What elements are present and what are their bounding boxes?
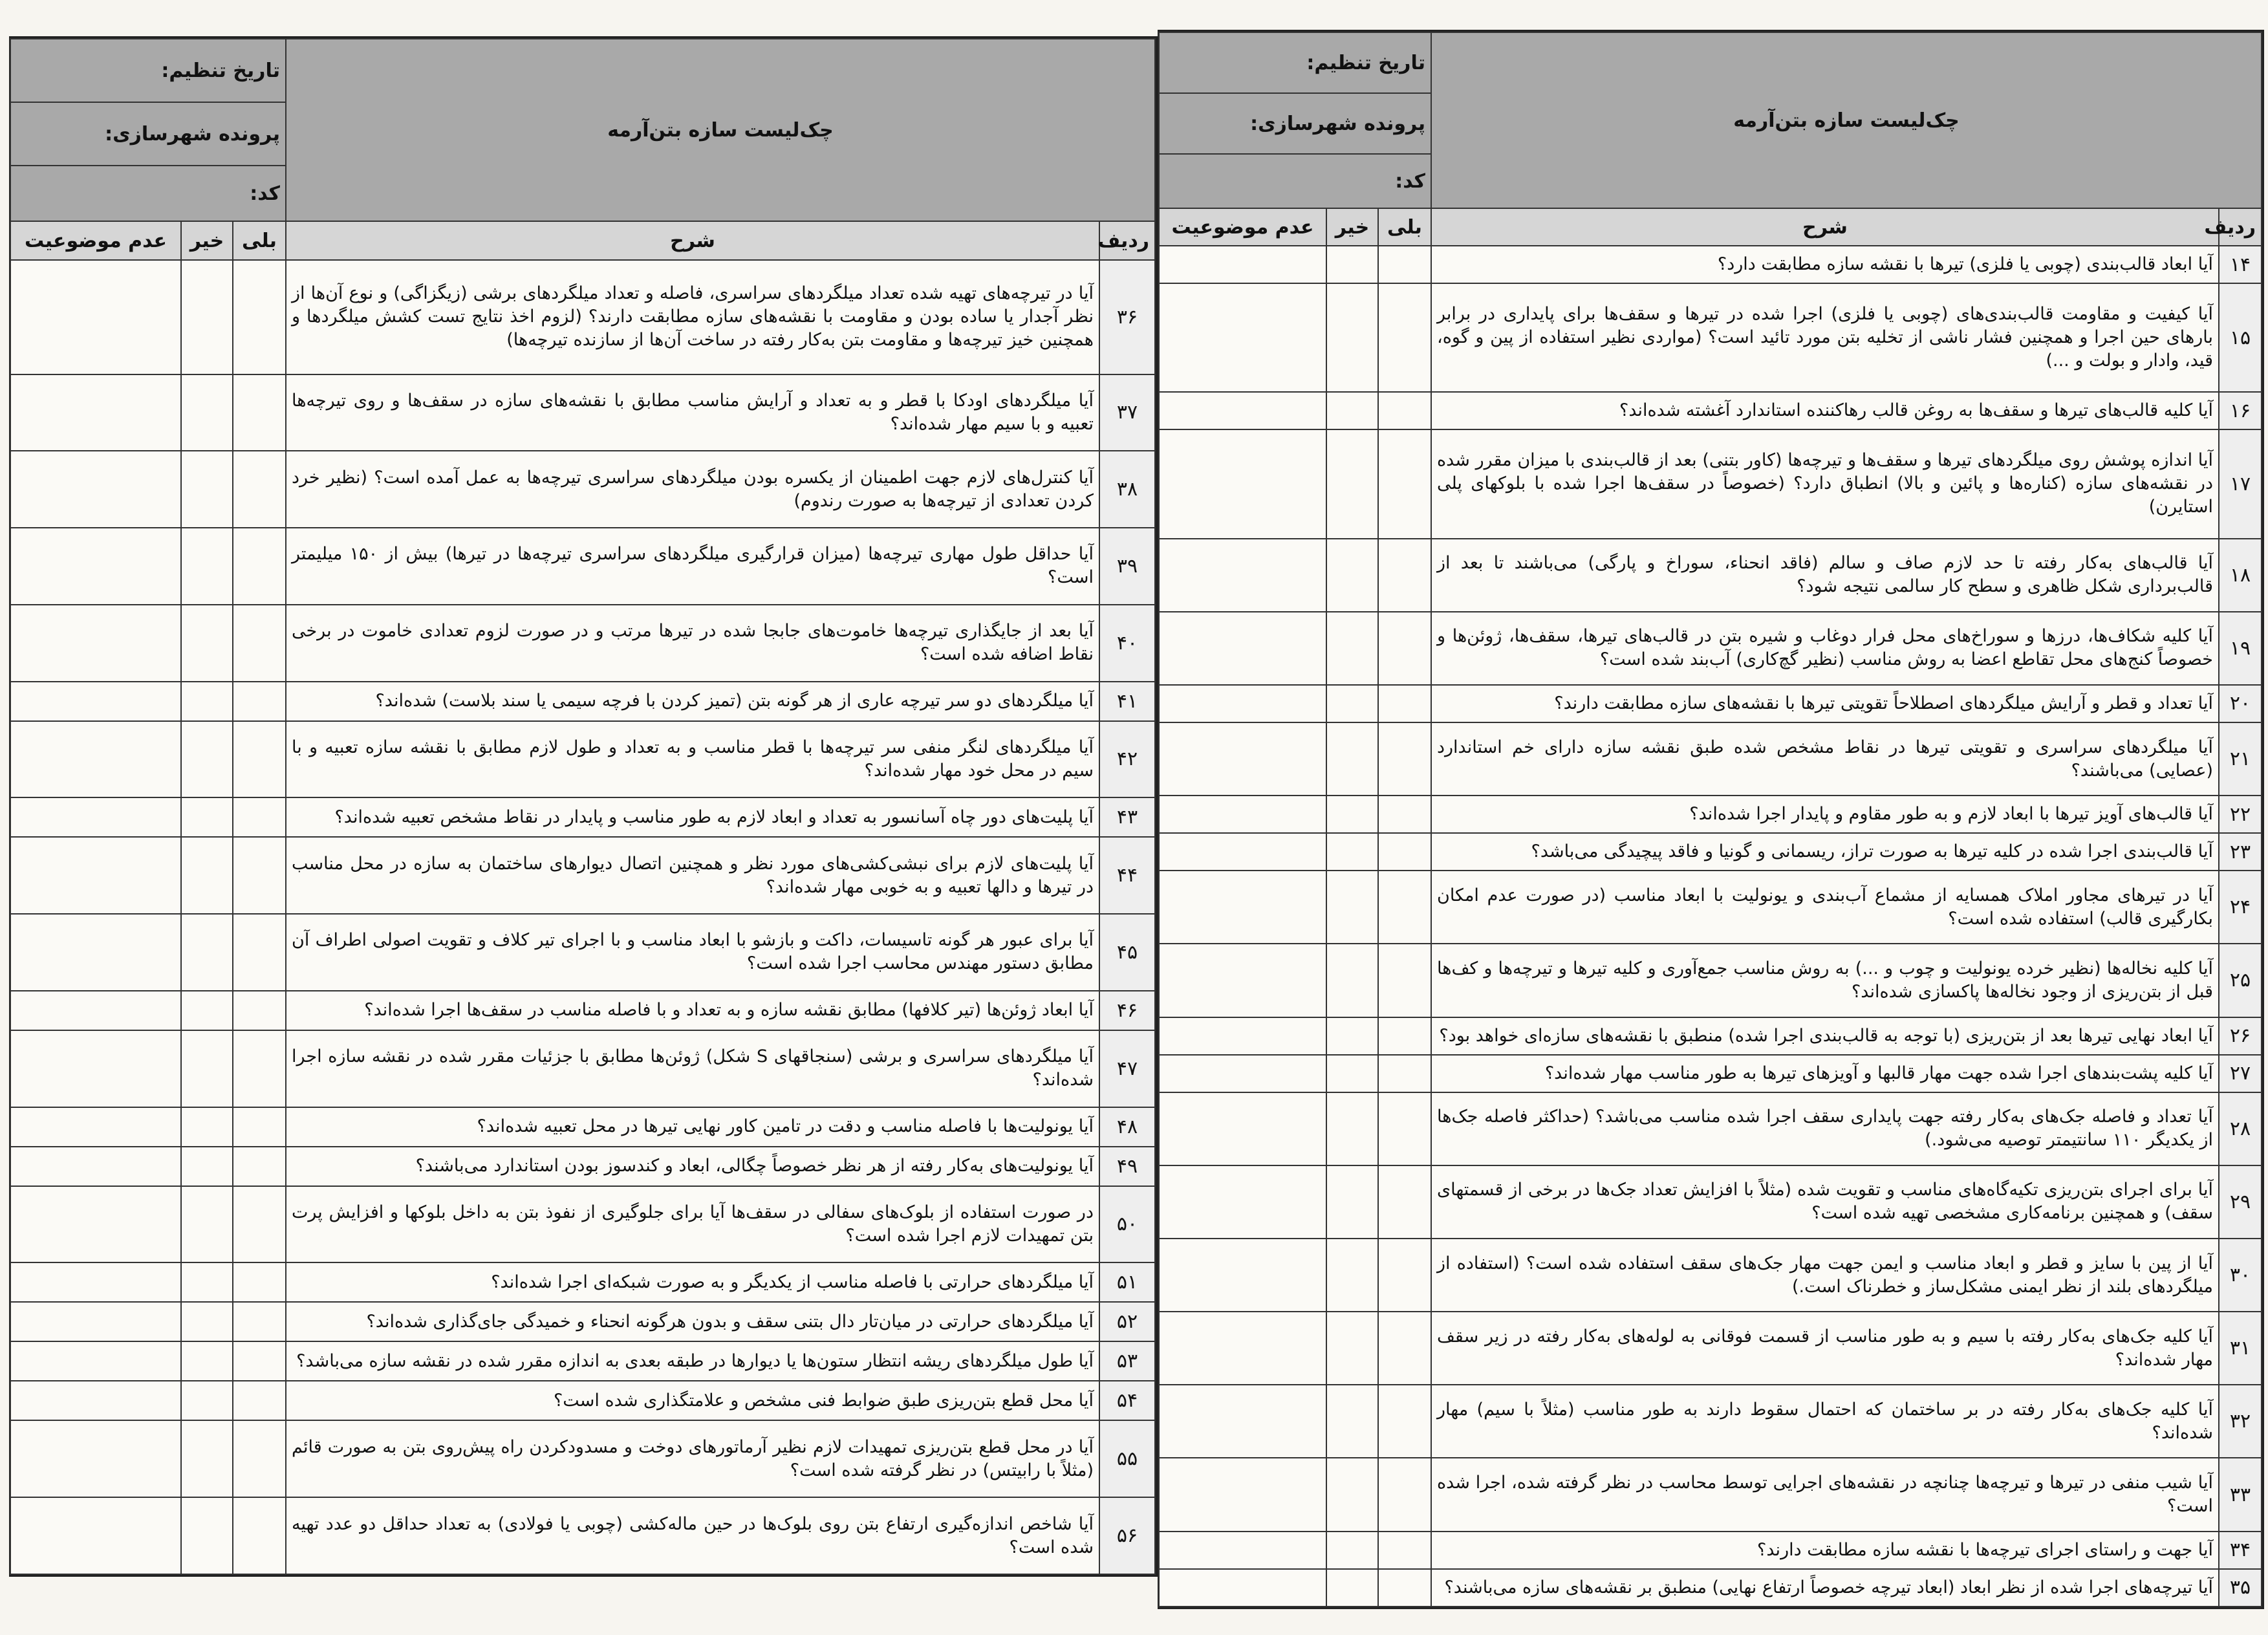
checklist-title: چک‌لیست سازه بتن‌آرمه [1431,32,2262,208]
question-text: در صورت استفاده از بلوک‌های سفالی در سقف‌ها آیا برای جلوگیری از نفوذ بتن به داخل بلوکها و افزایش پرت بتن تمهیدات لازم اجرا شده است؟ [286,1186,1099,1263]
not-applicable-checkbox-cell[interactable] [1159,539,1326,612]
checklist-row [10,991,1155,1030]
question-text: آیا کلیه شکاف‌ها، درزها و سوراخ‌های محل فرار دوغاب و شیره بتن در قالب‌های تیرها، سقف‌ها، ژوئن‌ها و خصوصاً کنج‌های محل تقاطع اعضا به روش مناسب (نظیر گچ‌کاری) آب‌بند شده است؟ [1431,612,2219,685]
checklist-row [10,605,1155,682]
question-text: آیا برای عبور هر گونه تاسیسات، داکت و بازشو با ابعاد مناسب و با اجرای تیر کلاف و تقویت اصولی اطراف آن مطابق دستور مهندس محاسب اجرا شده است؟ [286,914,1099,991]
row-number: ۵۱ [1099,1262,1155,1302]
row-number: ۳۰ [2219,1239,2262,1312]
yes-checkbox-cell[interactable] [233,914,286,991]
no-checkbox-cell[interactable] [1326,722,1378,796]
no-checkbox-cell[interactable] [1326,685,1378,722]
col-header-na: عدم موضوعیت [1159,208,1326,246]
not-applicable-checkbox-cell[interactable] [1159,1458,1326,1531]
no-checkbox-cell[interactable] [1326,1312,1378,1385]
checklist-table [10,38,1156,1575]
not-applicable-checkbox-cell[interactable] [1159,944,1326,1017]
question-text: آیا کیفیت و مقاومت قالب‌بندی‌های (چوبی یا فلزی) اجرا شده در تیرها و سقف‌ها برای پایداری در برابر بارهای حین اجرا و همچنین فشار ناشی از تخلیه بتن مورد تائید است؟ (مواردی نظیر استفاده از پین و گوه، قید، وادار و بولت و ...) [1431,283,2219,392]
yes-checkbox-cell[interactable] [1378,392,1431,429]
question-text: آیا کلیه قالب‌های تیرها و سقف‌ها به روغن قالب رهاکننده استاندارد آغشته شده‌اند؟ [1431,392,2219,429]
row-number: ۲۷ [2219,1055,2262,1092]
row-number: ۵۳ [1099,1341,1155,1381]
no-checkbox-cell[interactable] [1326,429,1378,538]
yes-checkbox-cell[interactable] [233,1030,286,1107]
no-checkbox-cell[interactable] [181,682,233,721]
row-number: ۲۴ [2219,871,2262,944]
checklist-row [10,1381,1155,1420]
col-header-na: عدم موضوعیت [10,221,181,260]
not-applicable-checkbox-cell[interactable] [1159,1017,1326,1055]
no-checkbox-cell[interactable] [181,797,233,837]
not-applicable-checkbox-cell[interactable] [1159,429,1326,538]
no-checkbox-cell[interactable] [1326,1092,1378,1165]
no-checkbox-cell[interactable] [1326,871,1378,944]
not-applicable-checkbox-cell[interactable] [10,837,181,914]
not-applicable-checkbox-cell[interactable] [1159,685,1326,722]
checklist-row [10,1030,1155,1107]
checklist-row [10,914,1155,991]
question-text: آیا حداقل طول مهاری تیرچه‌ها (میزان قرارگیری میلگردهای سراسری تیرچه‌ها در تیرها) بیش از ۱۵۰ میلیمتر است؟ [286,528,1099,605]
checklist-row [1159,1055,2262,1092]
row-number: ۴۴ [1099,837,1155,914]
row-number: ۵۶ [1099,1497,1155,1574]
checklist-row [10,682,1155,721]
question-text: آیا تعداد و فاصله جک‌های به‌کار رفته جهت پایداری سقف اجرا شده مناسب می‌باشد؟ (حداکثر فاصله جک‌ها از یکدیگر ۱۱۰ سانتیمتر توصیه می‌شود.) [1431,1092,2219,1165]
row-number: ۱۵ [2219,283,2262,392]
row-number: ۲۱ [2219,722,2262,796]
question-text: آیا میلگردهای سراسری و تقویتی تیرها در نقاط مشخص شده طبق نقشه سازه دارای خم استاندارد (عصایی) می‌باشند؟ [1431,722,2219,796]
question-text: آیا از پین با سایز و قطر و ابعاد مناسب و ایمن جهت مهار جک‌های سقف استفاده شده است؟ (استفاده از میلگردهای بلند از نظر ایمنی مشکل‌ساز و خطرناک است.) [1431,1239,2219,1312]
not-applicable-checkbox-cell[interactable] [10,605,181,682]
yes-checkbox-cell[interactable] [233,991,286,1030]
question-text: آیا در محل قطع بتن‌ریزی تمهیدات لازم نظیر آرماتورهای دوخت و مسدودکردن راه پیش‌روی بتن به صورت قائم (مثلاً با رابیتس) در نظر گرفته شده است؟ [286,1420,1099,1497]
yes-checkbox-cell[interactable] [1378,722,1431,796]
row-number: ۱۹ [2219,612,2262,685]
not-applicable-checkbox-cell[interactable] [1159,871,1326,944]
not-applicable-checkbox-cell[interactable] [1159,392,1326,429]
yes-checkbox-cell[interactable] [233,1497,286,1574]
checklist-row [1159,392,2262,429]
not-applicable-checkbox-cell[interactable] [10,1381,181,1420]
row-number: ۵۰ [1099,1186,1155,1263]
row-number: ۲۹ [2219,1165,2262,1239]
no-checkbox-cell[interactable] [181,1262,233,1302]
row-number: ۵۴ [1099,1381,1155,1420]
checklist-row [1159,685,2262,722]
question-text: آیا جهت و راستای اجرای تیرچه‌ها با نقشه سازه مطابقت دارند؟ [1431,1532,2219,1569]
no-checkbox-cell[interactable] [181,991,233,1030]
question-text: آیا پلیت‌های دور چاه آسانسور به تعداد و ابعاد لازم به طور مناسب و پایدار در نقاط مشخص تعبیه شده‌اند؟ [286,797,1099,837]
row-number: ۳۸ [1099,451,1155,528]
not-applicable-checkbox-cell[interactable] [1159,1055,1326,1092]
yes-checkbox-cell[interactable] [1378,1458,1431,1531]
row-number: ۳۹ [1099,528,1155,605]
no-checkbox-cell[interactable] [181,837,233,914]
not-applicable-checkbox-cell[interactable] [10,991,181,1030]
no-checkbox-cell[interactable] [181,1030,233,1107]
question-text: آیا کلیه جک‌های به‌کار رفته با سیم و به طور مناسب از قسمت فوقانی به لوله‌های به‌کار رفته در زیر سقف مهار شده‌اند؟ [1431,1312,2219,1385]
checklist-row [1159,1458,2262,1531]
yes-checkbox-cell[interactable] [233,1420,286,1497]
question-text: آیا ابعاد نهایی تیرها بعد از بتن‌ریزی (با توجه به قالب‌بندی اجرا شده) منطبق با نقشه‌های سازه‌ای خواهد بود؟ [1431,1017,2219,1055]
not-applicable-checkbox-cell[interactable] [10,721,181,798]
no-checkbox-cell[interactable] [181,1341,233,1381]
no-checkbox-cell[interactable] [181,914,233,991]
checklist-row [10,260,1155,374]
question-text: آیا میلگردهای سراسری و برشی (سنجاقهای S شکل) ژوئن‌ها مطابق با جزئیات مقرر شده در نقشه سازه اجرا شده‌اند؟ [286,1030,1099,1107]
not-applicable-checkbox-cell[interactable] [10,1497,181,1574]
yes-checkbox-cell[interactable] [233,451,286,528]
row-number: ۲۰ [2219,685,2262,722]
row-number: ۲۸ [2219,1092,2262,1165]
col-header-yes: بلی [1378,208,1431,246]
question-text: آیا ابعاد قالب‌بندی (چوبی یا فلزی) تیرها با نقشه سازه مطابقت دارد؟ [1431,246,2219,283]
yes-checkbox-cell[interactable] [1378,871,1431,944]
no-checkbox-cell[interactable] [1326,1569,1378,1607]
yes-checkbox-cell[interactable] [1378,1385,1431,1458]
checklist-row [10,1107,1155,1147]
question-text: آیا طول میلگردهای ریشه انتظار ستون‌ها یا دیوارها در طبقه بعدی به اندازه مقرر شده در نقشه سازه می‌باشد؟ [286,1341,1099,1381]
yes-checkbox-cell[interactable] [233,528,286,605]
not-applicable-checkbox-cell[interactable] [1159,796,1326,833]
not-applicable-checkbox-cell[interactable] [1159,1239,1326,1312]
yes-checkbox-cell[interactable] [1378,1569,1431,1607]
not-applicable-checkbox-cell[interactable] [10,1107,181,1147]
yes-checkbox-cell[interactable] [233,605,286,682]
no-checkbox-cell[interactable] [1326,392,1378,429]
checklist-row [10,1341,1155,1381]
checklist-row [1159,1092,2262,1165]
no-checkbox-cell[interactable] [1326,1458,1378,1531]
yes-checkbox-cell[interactable] [233,682,286,721]
not-applicable-checkbox-cell[interactable] [10,528,181,605]
date-field-label: تاریخ تنظیم: [10,39,286,102]
not-applicable-checkbox-cell[interactable] [10,374,181,451]
question-text: آیا قالب‌بندی اجرا شده در کلیه تیرها به صورت تراز، ریسمانی و گونیا و فاقد پیچیدگی می‌باشد؟ [1431,833,2219,871]
question-text: آیا کلیه پشت‌بندهای اجرا شده جهت مهار قالبها و آویزهای تیرها به طور مناسب مهار شده‌اند؟ [1431,1055,2219,1092]
checklist-row [10,374,1155,451]
yes-checkbox-cell[interactable] [1378,1165,1431,1239]
no-checkbox-cell[interactable] [181,1420,233,1497]
checklist-row [1159,1239,2262,1312]
yes-checkbox-cell[interactable] [233,1107,286,1147]
no-checkbox-cell[interactable] [1326,1239,1378,1312]
row-number: ۴۳ [1099,797,1155,837]
checklist-row [10,1186,1155,1263]
not-applicable-checkbox-cell[interactable] [1159,1569,1326,1607]
question-text: آیا پلیت‌های لازم برای نبشی‌کشی‌های مورد نظر و همچنین اتصال دیوارهای ساختمان به سازه در محل مناسب در تیرها و دالها تعبیه و به خوبی مهار شده‌اند؟ [286,837,1099,914]
checklist-row [1159,796,2262,833]
not-applicable-checkbox-cell[interactable] [1159,1312,1326,1385]
row-number: ۳۶ [1099,260,1155,374]
no-checkbox-cell[interactable] [1326,1017,1378,1055]
question-text: آیا برای اجرای بتن‌ریزی تکیه‌گاه‌های مناسب و تقویت شده (مثلاً با افزایش تعداد جک‌ها در برخی از قسمتهای سقف) و همچنین برنامه‌کاری مشخصی تهیه شده است؟ [1431,1165,2219,1239]
row-number: ۴۹ [1099,1147,1155,1186]
no-checkbox-cell[interactable] [181,1147,233,1186]
checklist-row [1159,1165,2262,1239]
yes-checkbox-cell[interactable] [1378,1017,1431,1055]
yes-checkbox-cell[interactable] [1378,685,1431,722]
row-number: ۱۶ [2219,392,2262,429]
row-number: ۴۱ [1099,682,1155,721]
yes-checkbox-cell[interactable] [1378,612,1431,685]
no-checkbox-cell[interactable] [181,374,233,451]
question-text: آیا ابعاد ژوئن‌ها (تیر کلافها) مطابق نقشه سازه و به تعداد و با فاصله مناسب در سقف‌ها اجرا شده‌اند؟ [286,991,1099,1030]
yes-checkbox-cell[interactable] [1378,944,1431,1017]
checklist-row [10,1147,1155,1186]
question-text: آیا قالب‌های آویز تیرها با ابعاد لازم و به طور مقاوم و پایدار اجرا شده‌اند؟ [1431,796,2219,833]
row-number: ۱۷ [2219,429,2262,538]
row-number: ۱۴ [2219,246,2262,283]
no-checkbox-cell[interactable] [1326,246,1378,283]
yes-checkbox-cell[interactable] [233,721,286,798]
yes-checkbox-cell[interactable] [233,1302,286,1341]
question-text: آیا تعداد و قطر و آرایش میلگردهای اصطلاحاً تقویتی تیرها با نقشه‌های سازه مطابقت دارند؟ [1431,685,2219,722]
question-text: آیا شاخص اندازه‌گیری ارتفاع بتن روی بلوک‌ها در حین ماله‌کشی (چوبی یا فولادی) به تعداد حداقل دو عدد تهیه شده است؟ [286,1497,1099,1574]
yes-checkbox-cell[interactable] [1378,283,1431,392]
checklist-row [10,837,1155,914]
question-text: آیا میلگردهای حرارتی با فاصله مناسب از یکدیگر و به صورت شبکه‌ای اجرا شده‌اند؟ [286,1262,1099,1302]
checklist-row [1159,1312,2262,1385]
no-checkbox-cell[interactable] [1326,833,1378,871]
checklist-row [1159,539,2262,612]
not-applicable-checkbox-cell[interactable] [10,914,181,991]
row-number: ۴۵ [1099,914,1155,991]
yes-checkbox-cell[interactable] [233,797,286,837]
not-applicable-checkbox-cell[interactable] [1159,283,1326,392]
row-number: ۱۸ [2219,539,2262,612]
row-number: ۳۲ [2219,1385,2262,1458]
row-number: ۳۵ [2219,1569,2262,1607]
yes-checkbox-cell[interactable] [233,1341,286,1381]
checklist-row [10,797,1155,837]
no-checkbox-cell[interactable] [181,1186,233,1263]
checklist-row [1159,1385,2262,1458]
question-text: آیا در تیرهای مجاور املاک همسایه از مشماع آب‌بندی و یونولیت با ابعاد مناسب (در صورت عدم امکان بکارگیری قالب) استفاده شده است؟ [1431,871,2219,944]
not-applicable-checkbox-cell[interactable] [10,1030,181,1107]
not-applicable-checkbox-cell[interactable] [1159,1532,1326,1569]
row-number: ۲۵ [2219,944,2262,1017]
question-text: آیا میلگردهای لنگر منفی سر تیرچه‌ها با قطر مناسب و به تعداد و طول لازم مطابق با نقشه سازه تعبیه و با سیم در محل خود مهار شده‌اند؟ [286,721,1099,798]
yes-checkbox-cell[interactable] [233,260,286,374]
row-number: ۲۶ [2219,1017,2262,1055]
yes-checkbox-cell[interactable] [233,837,286,914]
row-number: ۴۰ [1099,605,1155,682]
code-field-label: کد: [10,166,286,221]
row-number: ۵۲ [1099,1302,1155,1341]
checklist-row [10,1497,1155,1574]
checklist-row [1159,1017,2262,1055]
row-number: ۴۲ [1099,721,1155,798]
checklist-row [1159,1569,2262,1607]
checklist-row [10,1420,1155,1497]
row-number: ۳۳ [2219,1458,2262,1531]
not-applicable-checkbox-cell[interactable] [1159,246,1326,283]
no-checkbox-cell[interactable] [181,721,233,798]
yes-checkbox-cell[interactable] [1378,1532,1431,1569]
code-field-label: کد: [1159,154,1431,208]
not-applicable-checkbox-cell[interactable] [1159,1385,1326,1458]
col-header-desc: شرح [1431,208,2219,246]
no-checkbox-cell[interactable] [1326,1532,1378,1569]
checklist-row [10,721,1155,798]
not-applicable-checkbox-cell[interactable] [10,1262,181,1302]
question-text: آیا کلیه نخاله‌ها (نظیر خرده یونولیت و چوب و ...) به روش مناسب جمع‌آوری و کلیه تیرها و تیرچه‌ها و کف‌ها قبل از بتن‌ریزی از وجود نخاله‌ها پاکسازی شده‌اند؟ [1431,944,2219,1017]
question-text: آیا در تیرچه‌های تهیه شده تعداد میلگردهای سراسری، فاصله و تعداد میلگردهای برشی (زیگزاگی) و نوع آن‌ها از نظر آجدار یا ساده بودن و مقاومت با نقشه‌های سازه مطابقت دارند؟ (لزوم اخذ نتایج تست کشش میلگردها و همچنین خیز تیرچه‌ها و مقاومت بتن به‌کار رفته در ساخت آن‌ها از سازنده تیرچه‌ها) [286,260,1099,374]
no-checkbox-cell[interactable] [1326,612,1378,685]
not-applicable-checkbox-cell[interactable] [10,1341,181,1381]
row-number: ۴۷ [1099,1030,1155,1107]
not-applicable-checkbox-cell[interactable] [10,797,181,837]
checklist-page-left [9,36,1158,1577]
question-text: آیا میلگردهای اودکا با قطر و به تعداد و آرایش مناسب مطابق با نقشه‌های سازه در سقف‌ها و روی تیرچه‌ها تعبیه و با سیم مهار شده‌اند؟ [286,374,1099,451]
not-applicable-checkbox-cell[interactable] [1159,833,1326,871]
row-number: ۲۳ [2219,833,2262,871]
question-text: آیا شیب منفی در تیرها و تیرچه‌ها چنانچه در نقشه‌های اجرایی توسط محاسب در نظر گرفته شده، اجرا شده است؟ [1431,1458,2219,1531]
col-header-desc: شرح [286,221,1099,260]
yes-checkbox-cell[interactable] [1378,429,1431,538]
not-applicable-checkbox-cell[interactable] [10,1147,181,1186]
row-number: ۳۷ [1099,374,1155,451]
question-text: آیا تیرچه‌های اجرا شده از نظر ابعاد (ابعاد تیرچه خصوصاً ارتفاع نهایی) منطبق بر نقشه‌های سازه می‌باشند؟ [1431,1569,2219,1607]
yes-checkbox-cell[interactable] [1378,1055,1431,1092]
no-checkbox-cell[interactable] [1326,1385,1378,1458]
checklist-row [1159,429,2262,538]
no-checkbox-cell[interactable] [181,451,233,528]
no-checkbox-cell[interactable] [181,1497,233,1574]
col-header-no: خیر [181,221,233,260]
col-header-row: ردیف [2219,208,2262,246]
row-number: ۲۲ [2219,796,2262,833]
question-text: آیا بعد از جایگذاری تیرچه‌ها خاموت‌های جابجا شده در تیرها مرتب و در صورت لزوم تعدادی خاموت در برخی نقاط اضافه شده است؟ [286,605,1099,682]
question-text: آیا میلگردهای دو سر تیرچه عاری از هر گونه بتن (تمیز کردن با فرچه سیمی یا سند بلاست) شده‌اند؟ [286,682,1099,721]
no-checkbox-cell[interactable] [181,1302,233,1341]
not-applicable-checkbox-cell[interactable] [10,682,181,721]
yes-checkbox-cell[interactable] [233,1186,286,1263]
checklist-row [1159,612,2262,685]
yes-checkbox-cell[interactable] [233,374,286,451]
checklist-row [1159,1532,2262,1569]
checklist-page-right [1158,30,2264,1609]
yes-checkbox-cell[interactable] [1378,539,1431,612]
question-text: آیا کلیه جک‌های به‌کار رفته در بر ساختمان که احتمال سقوط دارند به طور مناسب (مثلاً با سیم) مهار شده‌اند؟ [1431,1385,2219,1458]
not-applicable-checkbox-cell[interactable] [1159,722,1326,796]
checklist-row [1159,871,2262,944]
checklist-row [1159,246,2262,283]
row-number: ۵۵ [1099,1420,1155,1497]
yes-checkbox-cell[interactable] [233,1262,286,1302]
yes-checkbox-cell[interactable] [233,1147,286,1186]
date-field-label: تاریخ تنظیم: [1159,32,1431,93]
not-applicable-checkbox-cell[interactable] [1159,612,1326,685]
row-number: ۳۴ [2219,1532,2262,1569]
question-text: آیا قالب‌های به‌کار رفته تا حد لازم صاف و سالم (فاقد انحناء، سوراخ و پارگی) می‌باشند تا بعد از قالب‌برداری شکل ظاهری و سطح کار سالمی نتیجه شود؟ [1431,539,2219,612]
row-number: ۴۸ [1099,1107,1155,1147]
not-applicable-checkbox-cell[interactable] [10,1186,181,1263]
not-applicable-checkbox-cell[interactable] [10,260,181,374]
file-field-label: پرونده شهرسازی: [1159,93,1431,154]
not-applicable-checkbox-cell[interactable] [10,1420,181,1497]
not-applicable-checkbox-cell[interactable] [1159,1165,1326,1239]
yes-checkbox-cell[interactable] [1378,833,1431,871]
no-checkbox-cell[interactable] [181,528,233,605]
checklist-row [1159,944,2262,1017]
no-checkbox-cell[interactable] [181,1107,233,1147]
no-checkbox-cell[interactable] [181,260,233,374]
col-header-row: ردیف [1099,221,1155,260]
question-text: آیا یونولیت‌ها با فاصله مناسب و دقت در تامین کاور نهایی تیرها در محل تعبیه شده‌اند؟ [286,1107,1099,1147]
checklist-table [1158,32,2262,1607]
checklist-title: چک‌لیست سازه بتن‌آرمه [286,39,1155,221]
not-applicable-checkbox-cell[interactable] [10,1302,181,1341]
question-text: آیا کنترل‌های لازم جهت اطمینان از یکسره بودن میلگردهای سراسری تیرچه‌ها به عمل آمده است؟ (نظیر خرد کردن تعدادی از تیرچه‌ها به صورت رندوم) [286,451,1099,528]
no-checkbox-cell[interactable] [1326,796,1378,833]
checklist-row [1159,283,2262,392]
yes-checkbox-cell[interactable] [233,1381,286,1420]
yes-checkbox-cell[interactable] [1378,796,1431,833]
question-text: آیا محل قطع بتن‌ریزی طبق ضوابط فنی مشخص و علامتگذاری شده است؟ [286,1381,1099,1420]
not-applicable-checkbox-cell[interactable] [1159,1092,1326,1165]
no-checkbox-cell[interactable] [1326,539,1378,612]
checklist-row [10,1262,1155,1302]
no-checkbox-cell[interactable] [1326,1055,1378,1092]
question-text: آیا یونولیت‌های به‌کار رفته از هر نظر خصوصاً چگالی، ابعاد و کندسوز بودن استاندارد می‌باشند؟ [286,1147,1099,1186]
question-text: آیا اندازه پوشش روی میلگردهای تیرها و سقف‌ها و تیرچه‌ها (کاور بتنی) بعد از قالب‌بندی با میزان مقرر شده در نقشه‌های سازه (کناره‌ها و پائین و بالا) انطباق دارد؟ (خصوصاً در سقف‌ها اجرا شده با بلوکهای پلی استایرن) [1431,429,2219,538]
yes-checkbox-cell[interactable] [1378,1239,1431,1312]
checklist-row [1159,722,2262,796]
yes-checkbox-cell[interactable] [1378,1092,1431,1165]
checklist-row [10,528,1155,605]
col-header-yes: بلی [233,221,286,260]
no-checkbox-cell[interactable] [1326,283,1378,392]
checklist-row [10,1302,1155,1341]
question-text: آیا میلگردهای حرارتی در میان‌تار دال بتنی سقف و بدون هرگونه انحناء و خمیدگی جای‌گذاری شده‌اند؟ [286,1302,1099,1341]
no-checkbox-cell[interactable] [181,1381,233,1420]
no-checkbox-cell[interactable] [181,605,233,682]
file-field-label: پرونده شهرسازی: [10,102,286,166]
checklist-row [10,451,1155,528]
row-number: ۴۶ [1099,991,1155,1030]
no-checkbox-cell[interactable] [1326,1165,1378,1239]
yes-checkbox-cell[interactable] [1378,246,1431,283]
row-number: ۳۱ [2219,1312,2262,1385]
no-checkbox-cell[interactable] [1326,944,1378,1017]
col-header-no: خیر [1326,208,1378,246]
not-applicable-checkbox-cell[interactable] [10,451,181,528]
checklist-row [1159,833,2262,871]
yes-checkbox-cell[interactable] [1378,1312,1431,1385]
